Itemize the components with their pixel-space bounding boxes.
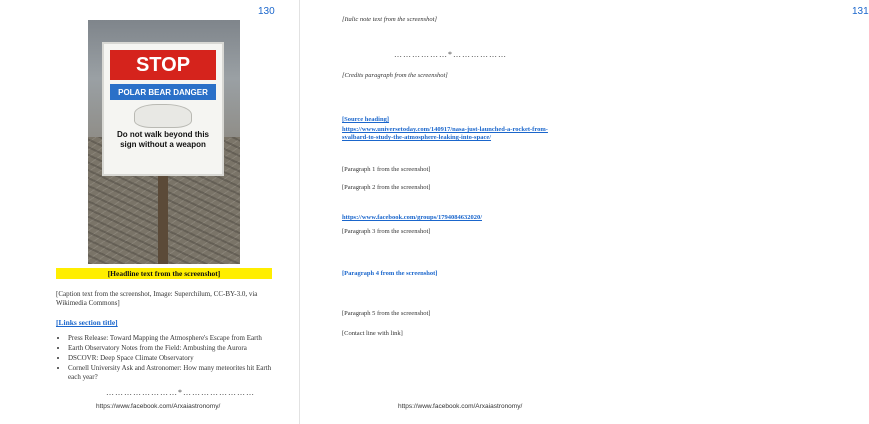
paragraph-3: [Paragraph 3 from the screenshot] bbox=[342, 228, 431, 235]
note-text: [Italic note text from the screenshot] bbox=[342, 16, 438, 23]
sign-stop-text: STOP bbox=[110, 50, 216, 80]
source-title: [Source heading] bbox=[342, 116, 390, 123]
warning-sign bbox=[102, 42, 224, 176]
separator: ………………*……………… bbox=[394, 50, 507, 59]
right-page: 131 bbox=[852, 6, 869, 17]
links-section-title[interactable]: [Links section title] bbox=[56, 318, 118, 327]
sign-warning-text: Do not walk beyond this sign without a weapon bbox=[116, 130, 209, 149]
list-item[interactable]: • Cornell University Ask and Astronomer: How many meteorites hit Earth each year? bbox=[68, 364, 284, 382]
footer-url[interactable]: https://www.facebook.com/Arxaiastronomy/ bbox=[398, 403, 523, 410]
left-page bbox=[0, 0, 300, 424]
page-number: 130 bbox=[258, 6, 275, 17]
sign-banner-text: POLAR BEAR DANGER bbox=[110, 84, 216, 100]
paragraph-2: [Paragraph 2 from the screenshot] bbox=[342, 184, 431, 191]
list-item[interactable]: • DSCOVR: Deep Space Climate Observatory bbox=[68, 354, 284, 363]
polar-bear-sign-photo bbox=[88, 20, 240, 264]
separator: ……………………*…………………… bbox=[106, 388, 255, 397]
polar-bear-icon bbox=[134, 104, 192, 128]
paragraph-4: [Paragraph 4 from the screenshot] bbox=[342, 270, 438, 277]
sign-post bbox=[158, 170, 168, 264]
image-caption: [Caption text from the screenshot, Image: Superchilum, CC-BY-3.0, via Wikimedia Commons] bbox=[56, 290, 258, 307]
paragraph-1: [Paragraph 1 from the screenshot] bbox=[342, 166, 431, 173]
source-link[interactable]: https://www.universetoday.com/140917/nasa-just-launched-a-rocket-from-svalbard-to-study-the-atmosphere-leaking-into-space/ bbox=[342, 126, 548, 141]
group-link[interactable]: https://www.facebook.com/groups/1794084632020/ bbox=[342, 214, 482, 221]
paragraph-5: [Paragraph 5 from the screenshot] bbox=[342, 310, 431, 317]
highlighted-headline: [Headline text from the screenshot] bbox=[56, 268, 272, 279]
contact-line[interactable]: [Contact line with link] bbox=[342, 330, 403, 337]
links-list bbox=[56, 334, 284, 383]
credits-text: [Credits paragraph from the screenshot] bbox=[342, 72, 448, 79]
list-item[interactable]: • Press Release: Toward Mapping the Atmosphere's Escape from Earth bbox=[68, 334, 284, 343]
list-item[interactable]: • Earth Observatory Notes from the Field: Ambushing the Aurora bbox=[68, 344, 284, 353]
footer-url[interactable]: https://www.facebook.com/Arxaiastronomy/ bbox=[96, 403, 221, 410]
